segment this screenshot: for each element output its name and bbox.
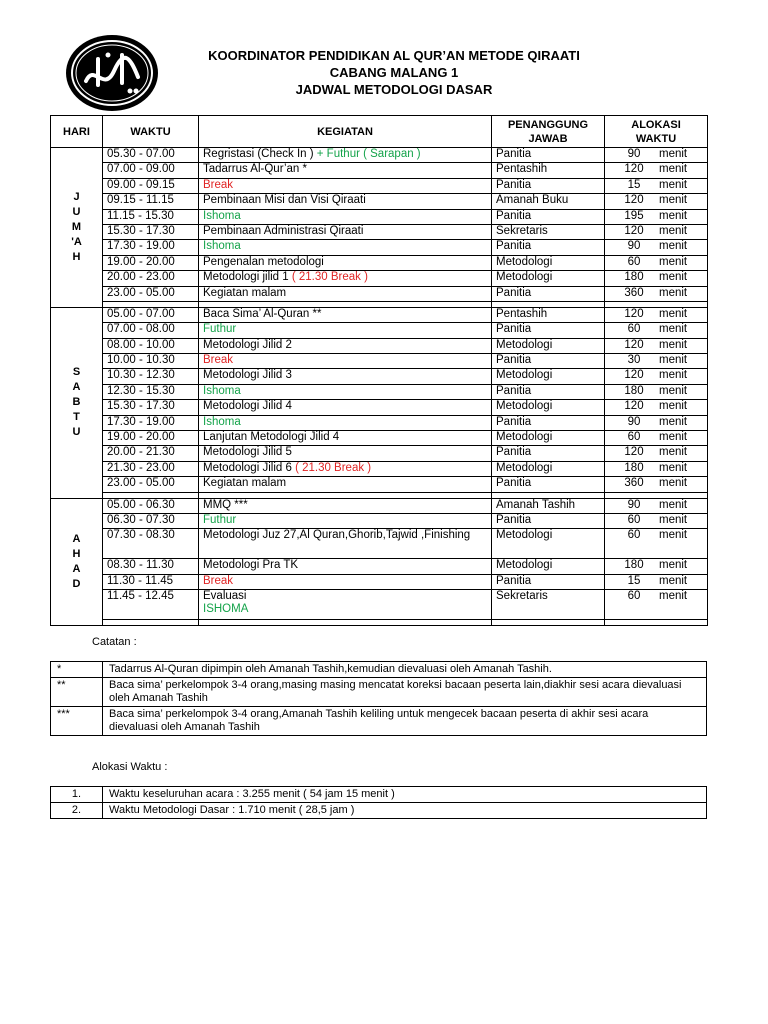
kegiatan-cell: [199, 271, 492, 286]
waktu-cell: 06.30 - 07.30: [103, 513, 199, 528]
waktu-cell: 17.30 - 19.00: [103, 415, 199, 430]
alokasi-cell: [605, 307, 708, 322]
alokasi-value: 120: [624, 446, 644, 459]
kegiatan-text: Baca Sima’ Al-Quran **: [203, 307, 322, 320]
penanggung-jawab-cell: Metodologi: [492, 559, 605, 574]
penanggung-jawab-cell: Panitia: [492, 286, 605, 301]
penanggung-jawab-cell: Panitia: [492, 148, 605, 163]
kegiatan-cell: [199, 446, 492, 461]
penanggung-jawab-cell: Panitia: [492, 209, 605, 224]
waktu-cell: 11.30 - 11.45: [103, 574, 199, 589]
kegiatan-text: Metodologi Jilid 3: [203, 369, 292, 382]
penanggung-jawab-cell: Panitia: [492, 354, 605, 369]
schedule-row: [51, 498, 708, 513]
waktu-cell: 20.00 - 23.00: [103, 271, 199, 286]
notes-table: [50, 661, 707, 736]
alokasi-unit: menit: [659, 323, 688, 336]
penanggung-jawab-cell: Metodologi: [492, 431, 605, 446]
alokasi-unit: menit: [659, 559, 688, 572]
alokasi-unit: menit: [659, 498, 688, 511]
alokasi-value: 90: [627, 415, 641, 428]
alokasi-value: 120: [624, 224, 644, 237]
kegiatan-text: ( 21.30 Break ): [295, 461, 372, 474]
kegiatan-text: Tadarrus Al-Qur’an *: [203, 163, 307, 176]
waktu-cell: 05.00 - 07.00: [103, 307, 199, 322]
waktu-cell: 20.00 - 21.30: [103, 446, 199, 461]
penanggung-jawab-cell: Metodologi: [492, 271, 605, 286]
schedule-row: [51, 209, 708, 224]
schedule-row: [51, 338, 708, 353]
col-header-alokasi-waktu: [605, 116, 708, 148]
kegiatan-text: Metodologi Jilid 4: [203, 400, 292, 413]
kegiatan-cell: [199, 178, 492, 193]
alokasi-value: 180: [624, 461, 644, 474]
schedule-row: [51, 400, 708, 415]
note-row: [51, 678, 707, 707]
waktu-cell: 12.30 - 15.30: [103, 384, 199, 399]
alokasi-value: 90: [627, 498, 641, 511]
alokasi-unit: menit: [659, 400, 688, 413]
schedule-row: [51, 446, 708, 461]
kegiatan-cell: [199, 354, 492, 369]
schedule-row: [51, 354, 708, 369]
alokasi-cell: [605, 461, 708, 476]
alokasi-cell: [605, 477, 708, 492]
alokasi-value: 180: [624, 271, 644, 284]
kegiatan-cell: [199, 590, 492, 620]
waktu-cell: 09.15 - 11.15: [103, 194, 199, 209]
schedule-header-row: [51, 116, 708, 148]
pj-header-line-2: JAWAB: [528, 132, 568, 145]
kegiatan-text: Metodologi Jilid 6: [203, 461, 296, 474]
alokasi-value: 60: [627, 590, 641, 603]
alokasi-value: 180: [624, 559, 644, 572]
alokasi-cell: [605, 178, 708, 193]
alokasi-cell: [605, 529, 708, 559]
alokasi-unit: menit: [659, 224, 688, 237]
alokasi-cell: [605, 431, 708, 446]
alokasi-unit: menit: [659, 529, 688, 542]
penanggung-jawab-cell: Panitia: [492, 574, 605, 589]
alokasi-value: 30: [627, 354, 641, 367]
alokasi-unit: menit: [659, 461, 688, 474]
note-row: [51, 707, 707, 736]
alokasi-cell: [605, 224, 708, 239]
alokasi-cell: [605, 240, 708, 255]
alokasi-value: 120: [624, 194, 644, 207]
waktu-cell: 10.00 - 10.30: [103, 354, 199, 369]
note-text: Baca sima’ perkelompok 3-4 orang,masing masing mencatat koreksi bacaan peserta lain,diakhir sesi acara dievaluasi oleh Amanah Tashih: [103, 678, 707, 707]
kegiatan-cell: [199, 477, 492, 492]
alokasi-unit: menit: [659, 338, 688, 351]
alokasi-value: 15: [627, 574, 641, 587]
alokasi-value: 120: [624, 338, 644, 351]
alokasi-header-line-2: WAKTU: [635, 132, 677, 145]
alokasi-value: 360: [624, 286, 644, 299]
qiraati-logo: [64, 33, 160, 113]
schedule-row: [51, 323, 708, 338]
kegiatan-text: Evaluasi: [203, 590, 247, 603]
alokasi-cell: [605, 163, 708, 178]
note-mark: ***: [51, 707, 103, 736]
schedule-row: [51, 590, 708, 620]
schedule-row: [51, 369, 708, 384]
schedule-row: [51, 255, 708, 270]
alokasi-unit: menit: [659, 446, 688, 459]
schedule-row: [51, 384, 708, 399]
kegiatan-cell: [199, 240, 492, 255]
waktu-cell: 05.30 - 07.00: [103, 148, 199, 163]
schedule-row: [51, 148, 708, 163]
day-letters: [51, 532, 102, 592]
day-letter: D: [72, 577, 81, 590]
schedule-row: [51, 513, 708, 528]
alokasi-value: 60: [627, 255, 641, 268]
alokasi-unit: menit: [659, 574, 688, 587]
waktu-cell: 19.00 - 20.00: [103, 255, 199, 270]
alokasi-row: [51, 803, 707, 819]
kegiatan-text: Pembinaan Administrasi Qiraati: [203, 224, 364, 237]
spacer-cell: [605, 620, 708, 626]
kegiatan-text: Futhur: [203, 513, 237, 526]
alokasi-cell: [605, 255, 708, 270]
kegiatan-cell: [199, 194, 492, 209]
alokasi-waktu-body: [51, 787, 707, 819]
schedule-row: [51, 431, 708, 446]
penanggung-jawab-cell: Panitia: [492, 323, 605, 338]
penanggung-jawab-cell: Metodologi: [492, 255, 605, 270]
penanggung-jawab-cell: Panitia: [492, 513, 605, 528]
alokasi-unit: menit: [659, 194, 688, 207]
penanggung-jawab-cell: Panitia: [492, 384, 605, 399]
alokasi-unit: menit: [659, 415, 688, 428]
day-letter: A: [72, 381, 81, 394]
col-header-hari: HARI: [51, 116, 103, 148]
kegiatan-cell: [199, 400, 492, 415]
spacer-cell: [103, 620, 199, 626]
alokasi-cell: [605, 574, 708, 589]
waktu-cell: 17.30 - 19.00: [103, 240, 199, 255]
alokasi-value: 60: [627, 431, 641, 444]
kegiatan-text: Break: [203, 354, 234, 367]
penanggung-jawab-cell: Amanah Tashih: [492, 498, 605, 513]
waktu-cell: 19.00 - 20.00: [103, 431, 199, 446]
kegiatan-cell: [199, 307, 492, 322]
alokasi-unit: menit: [659, 369, 688, 382]
schedule-row: [51, 163, 708, 178]
waktu-cell: 08.30 - 11.30: [103, 559, 199, 574]
kegiatan-cell: [199, 461, 492, 476]
alokasi-unit: menit: [659, 255, 688, 268]
note-mark: **: [51, 678, 103, 707]
day-letters: [51, 365, 102, 440]
schedule-row: [51, 194, 708, 209]
alokasi-cell: [605, 209, 708, 224]
waktu-cell: 08.00 - 10.00: [103, 338, 199, 353]
kegiatan-text: Ishoma: [203, 240, 241, 253]
alokasi-value: 15: [627, 178, 641, 191]
alokasi-value: 180: [624, 384, 644, 397]
day-cell: [51, 498, 103, 626]
spacer-cell: [199, 620, 492, 626]
kegiatan-text: Break: [203, 574, 234, 587]
day-letter: T: [73, 411, 80, 424]
alokasi-value: 90: [627, 148, 641, 160]
kegiatan-text: MMQ ***: [203, 498, 248, 511]
kegiatan-text: Ishoma: [203, 209, 241, 222]
day-letter: M: [71, 220, 82, 233]
note-row: [51, 662, 707, 678]
pj-header-line-1: PENANGGUNG: [507, 118, 589, 131]
alokasi-cell: [605, 369, 708, 384]
kegiatan-cell: [199, 338, 492, 353]
day-cell: [51, 307, 103, 498]
day-letter: H: [72, 547, 81, 560]
kegiatan-cell: [199, 209, 492, 224]
alokasi-unit: menit: [659, 240, 688, 253]
catatan-label: Catatan :: [92, 636, 137, 648]
alokasi-value: 60: [627, 323, 641, 336]
penanggung-jawab-cell: Panitia: [492, 477, 605, 492]
penanggung-jawab-cell: Panitia: [492, 446, 605, 461]
kegiatan-cell: [199, 286, 492, 301]
schedule-row: [51, 461, 708, 476]
alokasi-cell: [605, 446, 708, 461]
col-header-kegiatan: KEGIATAN: [199, 116, 492, 148]
kegiatan-text: Ishoma: [203, 415, 241, 428]
penanggung-jawab-cell: Metodologi: [492, 529, 605, 559]
waktu-cell: 07.00 - 08.00: [103, 323, 199, 338]
alokasi-waktu-label: Alokasi Waktu :: [92, 761, 168, 773]
penanggung-jawab-cell: Metodologi: [492, 369, 605, 384]
notes-body: [51, 662, 707, 736]
waktu-cell: 23.00 - 05.00: [103, 286, 199, 301]
schedule-row: [51, 307, 708, 322]
kegiatan-text: + Futhur ( Sarapan ): [316, 148, 421, 160]
alokasi-value: 120: [624, 369, 644, 382]
penanggung-jawab-cell: Metodologi: [492, 461, 605, 476]
alokasi-unit: menit: [659, 477, 688, 490]
schedule-row: [51, 415, 708, 430]
waktu-cell: 15.30 - 17.30: [103, 400, 199, 415]
kegiatan-text: Pembinaan Misi dan Visi Qiraati: [203, 194, 366, 207]
penanggung-jawab-cell: Panitia: [492, 415, 605, 430]
kegiatan-text: Metodologi jilid 1: [203, 271, 292, 284]
day-letter: B: [72, 396, 81, 409]
kegiatan-text: Metodologi Jilid 5: [203, 446, 292, 459]
kegiatan-text: Ishoma: [203, 384, 241, 397]
day-letter: A: [72, 562, 81, 575]
alokasi-cell: [605, 323, 708, 338]
alokasi-text: Waktu Metodologi Dasar : 1.710 menit ( 28,5 jam ): [103, 803, 707, 819]
penanggung-jawab-cell: Metodologi: [492, 400, 605, 415]
day-letter: 'A: [71, 235, 82, 248]
day-letter: H: [72, 250, 81, 263]
kegiatan-cell: [199, 148, 492, 163]
alokasi-cell: [605, 590, 708, 620]
alokasi-row: [51, 787, 707, 803]
alokasi-unit: menit: [659, 307, 688, 320]
kegiatan-text: Metodologi Juz 27,Al Quran,Ghorib,Tajwid ,Finishing: [203, 529, 471, 542]
kegiatan-text: Kegiatan malam: [203, 477, 287, 490]
kegiatan-cell: [199, 163, 492, 178]
alokasi-text: Waktu keseluruhan acara : 3.255 menit ( 54 jam 15 menit ): [103, 787, 707, 803]
alokasi-unit: menit: [659, 286, 688, 299]
waktu-cell: 15.30 - 17.30: [103, 224, 199, 239]
schedule-row: [51, 286, 708, 301]
kegiatan-text: Kegiatan malam: [203, 286, 287, 299]
waktu-cell: 23.00 - 05.00: [103, 477, 199, 492]
kegiatan-text: ( 21.30 Break ): [291, 271, 368, 284]
day-letter: J: [73, 190, 80, 203]
penanggung-jawab-cell: Amanah Buku: [492, 194, 605, 209]
header-line-1: KOORDINATOR PENDIDIKAN AL QUR’AN METODE QIRAATI: [208, 48, 580, 63]
alokasi-unit: menit: [659, 148, 688, 160]
waktu-cell: 07.00 - 09.00: [103, 163, 199, 178]
alokasi-unit: menit: [659, 384, 688, 397]
alokasi-cell: [605, 338, 708, 353]
schedule-row: [51, 271, 708, 286]
kegiatan-cell: [199, 574, 492, 589]
day-spacer-row: [51, 620, 708, 626]
schedule-row: [51, 574, 708, 589]
kegiatan-cell: [199, 498, 492, 513]
alokasi-value: 60: [627, 529, 641, 542]
day-letter: U: [72, 205, 81, 218]
alokasi-unit: menit: [659, 513, 688, 526]
day-letter: A: [72, 532, 81, 545]
header-line-3: JADWAL METODOLOGI DASAR: [295, 82, 493, 97]
alokasi-unit: menit: [659, 431, 688, 444]
alokasi-cell: [605, 286, 708, 301]
kegiatan-cell: [199, 415, 492, 430]
schedule-body: [51, 148, 708, 626]
alokasi-unit: menit: [659, 178, 688, 191]
note-mark: *: [51, 662, 103, 678]
penanggung-jawab-cell: Metodologi: [492, 338, 605, 353]
kegiatan-text: ISHOMA: [203, 603, 249, 616]
alokasi-cell: [605, 415, 708, 430]
penanggung-jawab-cell: Pentashih: [492, 163, 605, 178]
day-cell: [51, 148, 103, 308]
kegiatan-cell: [199, 384, 492, 399]
note-text: Tadarrus Al-Quran dipimpin oleh Amanah Tashih,kemudian dievaluasi oleh Amanah Tashih.: [103, 662, 707, 678]
kegiatan-cell: [199, 559, 492, 574]
note-text: Baca sima’ perkelompok 3-4 orang,Amanah Tashih keliling untuk mengecek bacaan peserta di akhir sesi acara dievaluasi oleh Amanah Tashih: [103, 707, 707, 736]
penanggung-jawab-cell: Sekretaris: [492, 590, 605, 620]
schedule-row: [51, 240, 708, 255]
kegiatan-text: Metodologi Pra TK: [203, 559, 299, 572]
alokasi-value: 195: [624, 209, 644, 222]
alokasi-number: 2.: [51, 803, 103, 819]
alokasi-value: 120: [624, 163, 644, 176]
alokasi-value: 120: [624, 307, 644, 320]
alokasi-cell: [605, 384, 708, 399]
penanggung-jawab-cell: Sekretaris: [492, 224, 605, 239]
alokasi-unit: menit: [659, 163, 688, 176]
alokasi-value: 360: [624, 477, 644, 490]
kegiatan-cell: [199, 224, 492, 239]
alokasi-value: 90: [627, 240, 641, 253]
penanggung-jawab-cell: Panitia: [492, 240, 605, 255]
header-line-2: CABANG MALANG 1: [329, 65, 459, 80]
col-header-penanggung-jawab: [492, 116, 605, 148]
waktu-cell: 11.15 - 15.30: [103, 209, 199, 224]
waktu-cell: 21.30 - 23.00: [103, 461, 199, 476]
kegiatan-text: Pengenalan metodologi: [203, 255, 324, 268]
schedule-table: [50, 115, 708, 626]
alokasi-cell: [605, 148, 708, 163]
kegiatan-cell: [199, 529, 492, 559]
waktu-cell: 09.00 - 09.15: [103, 178, 199, 193]
kegiatan-cell: [199, 255, 492, 270]
alokasi-cell: [605, 559, 708, 574]
alokasi-cell: [605, 498, 708, 513]
kegiatan-text: Regristasi (Check In ): [203, 148, 317, 160]
alokasi-unit: menit: [659, 354, 688, 367]
document-header: [164, 47, 624, 98]
schedule-row: [51, 178, 708, 193]
spacer-cell: [492, 620, 605, 626]
alokasi-cell: [605, 513, 708, 528]
schedule-row: [51, 529, 708, 559]
alokasi-value: 60: [627, 513, 641, 526]
schedule-row: [51, 559, 708, 574]
kegiatan-cell: [199, 369, 492, 384]
waktu-cell: 10.30 - 12.30: [103, 369, 199, 384]
day-letter: U: [72, 426, 81, 439]
alokasi-waktu-table: [50, 786, 707, 819]
alokasi-cell: [605, 194, 708, 209]
schedule-row: [51, 477, 708, 492]
alokasi-number: 1.: [51, 787, 103, 803]
waktu-cell: 11.45 - 12.45: [103, 590, 199, 620]
alokasi-value: 120: [624, 400, 644, 413]
schedule-row: [51, 224, 708, 239]
kegiatan-cell: [199, 513, 492, 528]
waktu-cell: 07.30 - 08.30: [103, 529, 199, 559]
kegiatan-text: Metodologi Jilid 2: [203, 338, 292, 351]
alokasi-unit: menit: [659, 209, 688, 222]
day-letters: [51, 190, 102, 265]
penanggung-jawab-cell: Panitia: [492, 178, 605, 193]
kegiatan-cell: [199, 323, 492, 338]
kegiatan-text: Futhur: [203, 323, 237, 336]
alokasi-cell: [605, 354, 708, 369]
penanggung-jawab-cell: Pentashih: [492, 307, 605, 322]
alokasi-unit: menit: [659, 271, 688, 284]
alokasi-header-line-1: ALOKASI: [631, 118, 681, 131]
kegiatan-text: Break: [203, 178, 234, 191]
alokasi-cell: [605, 400, 708, 415]
alokasi-cell: [605, 271, 708, 286]
col-header-waktu: WAKTU: [103, 116, 199, 148]
kegiatan-cell: [199, 431, 492, 446]
alokasi-unit: menit: [659, 590, 688, 603]
day-letter: S: [72, 366, 81, 379]
kegiatan-text: Lanjutan Metodologi Jilid 4: [203, 431, 340, 444]
waktu-cell: 05.00 - 06.30: [103, 498, 199, 513]
